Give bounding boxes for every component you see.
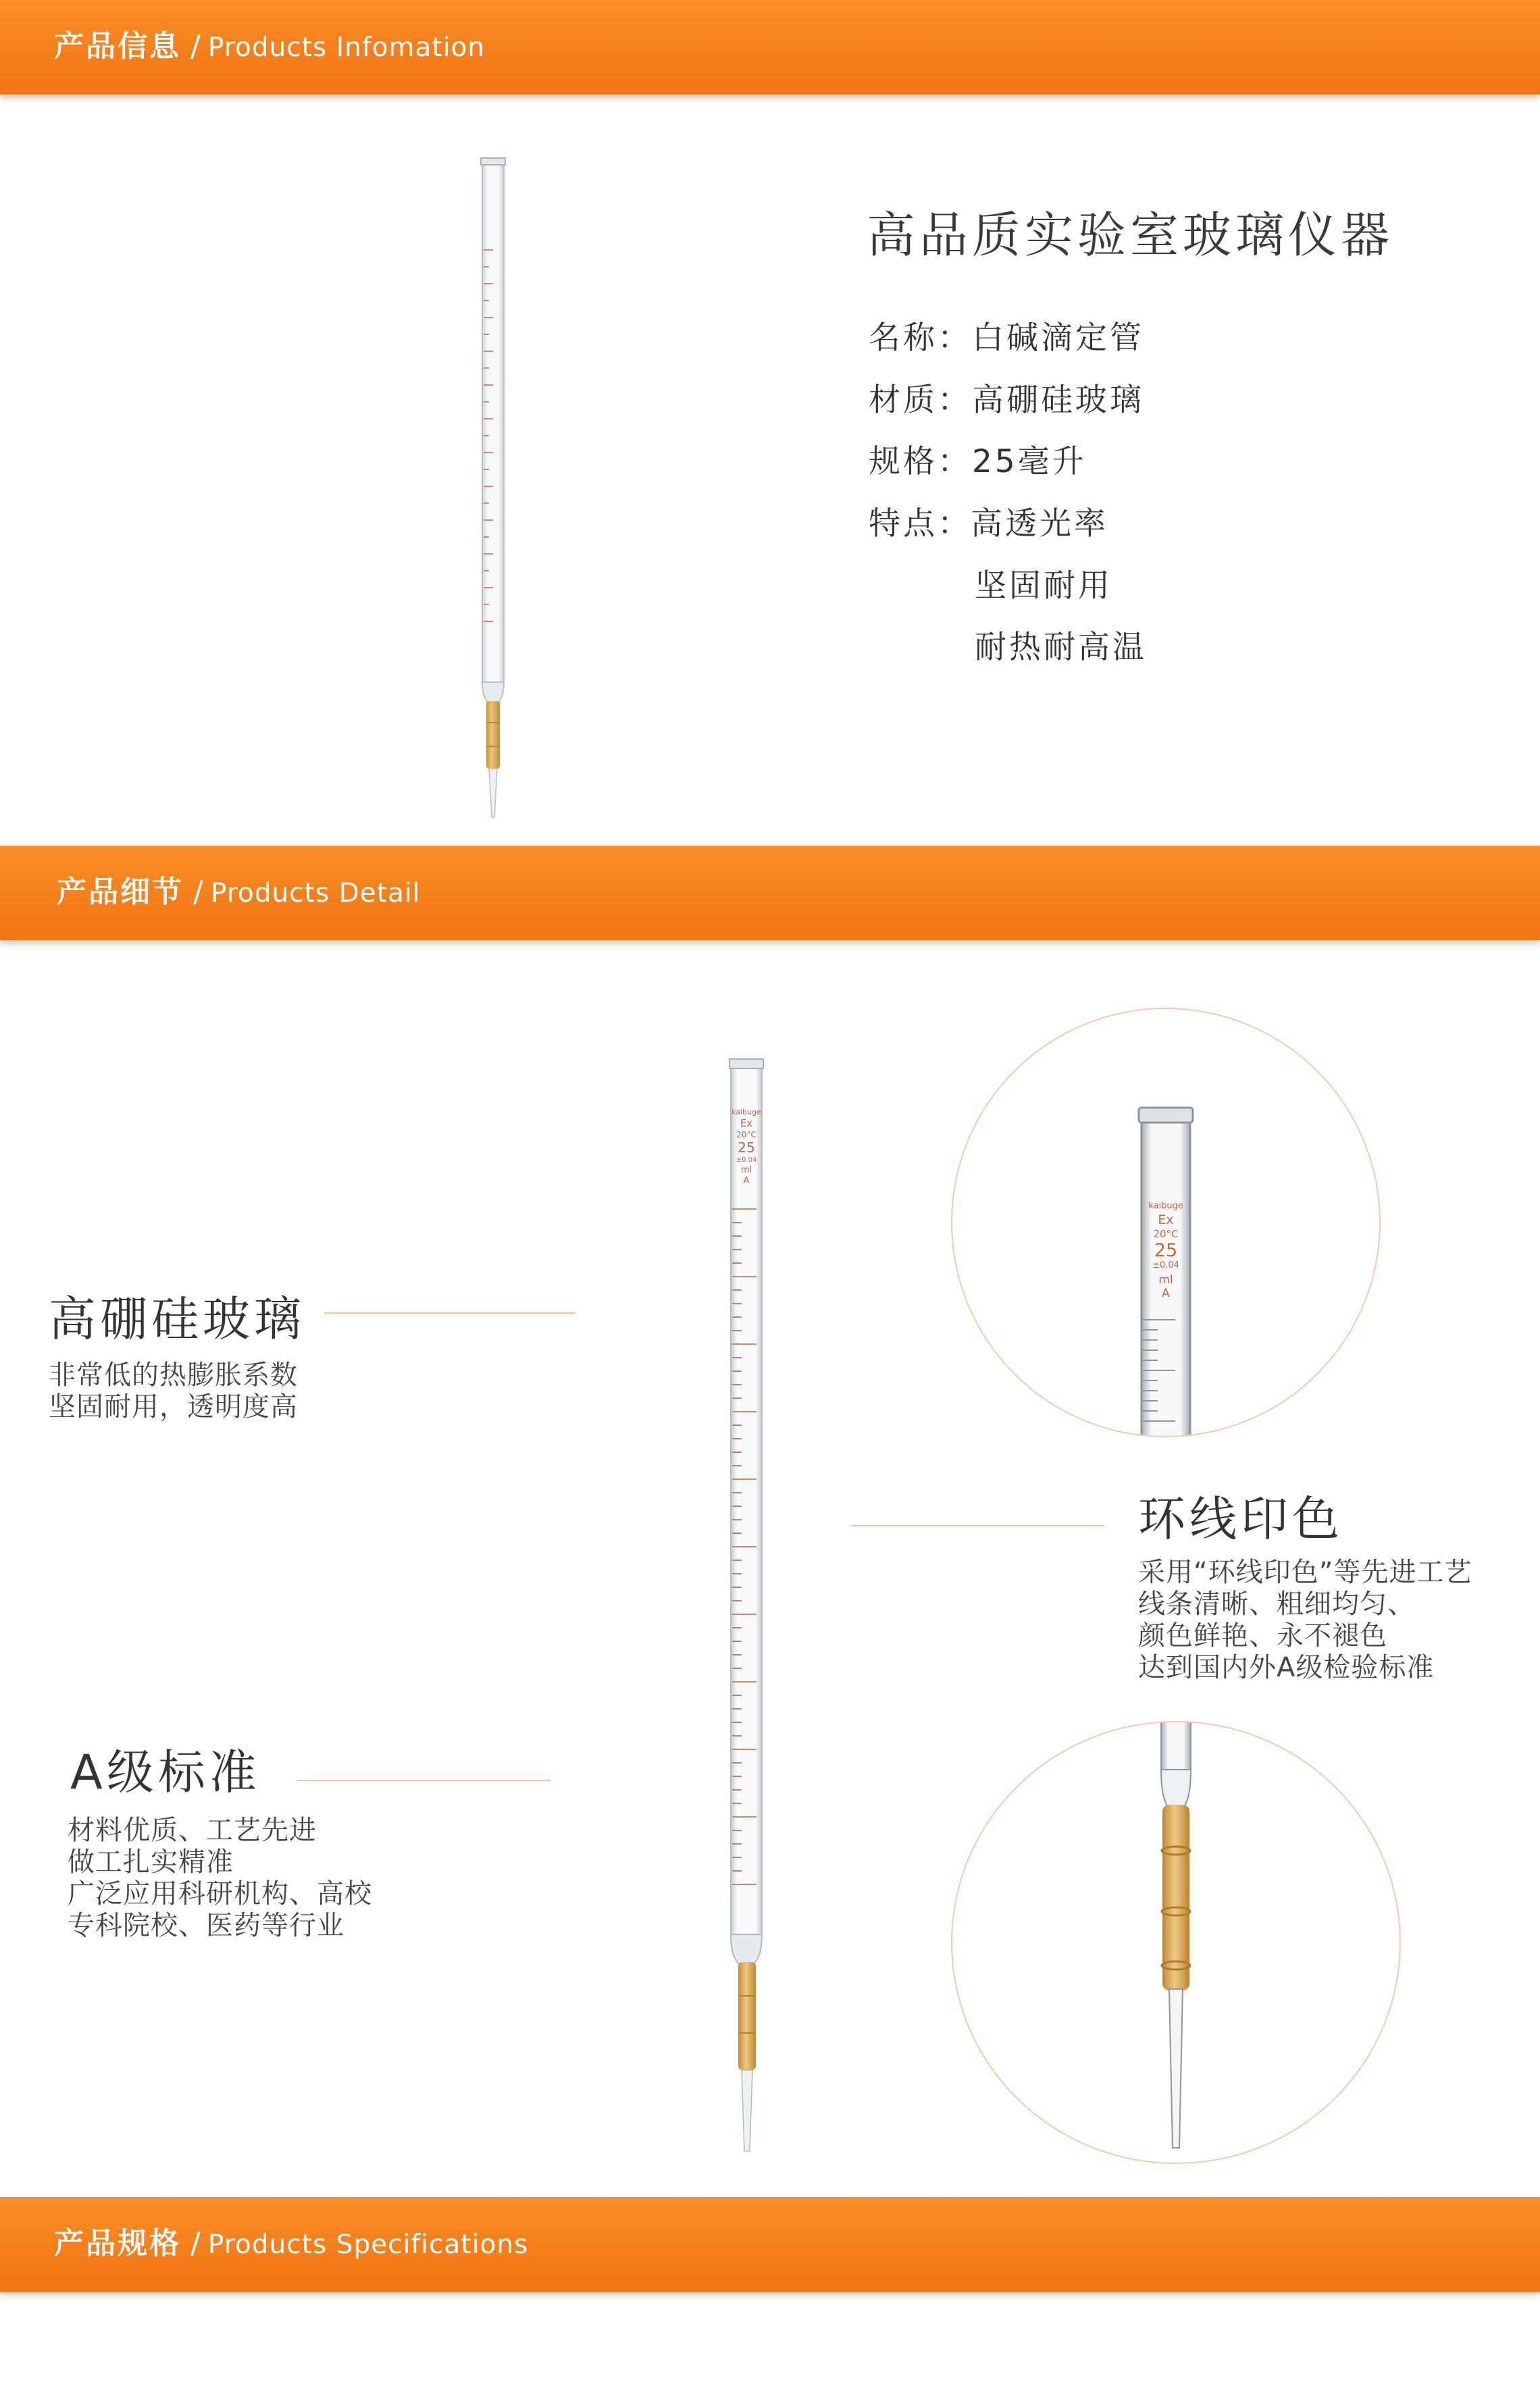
product-name: 名称：白碱滴定管 [869, 319, 1144, 357]
feature-desc-line: 专科院校、医药等行业 [68, 1910, 344, 1941]
product-features-label: 特点： [869, 505, 972, 542]
divider-line [851, 1525, 1104, 1526]
product-feature-item: 坚固耐用 [975, 567, 1112, 604]
tube-marking-unit: ml [740, 1165, 752, 1175]
tube-marking-temp: 20°C [736, 1130, 756, 1139]
tube-marking-volume: 25 [1154, 1240, 1178, 1261]
tube-marking-tolerance: ±0.04 [1152, 1260, 1179, 1270]
burette-tip-closeup [1145, 1721, 1207, 2164]
banner-products-specifications [0, 2197, 1540, 2292]
feature-desc-grade-a [68, 1815, 372, 1942]
feature-desc-line: 材料优质、工艺先进 [68, 1815, 317, 1846]
feature-desc-line: 广泛应用科研机构、高校 [68, 1878, 372, 1909]
banner-title: 产品细节 / Products Detail [57, 875, 421, 909]
feature-desc-line: 非常低的热膨胀系数 [49, 1360, 298, 1391]
closeup-circle-top [951, 1008, 1381, 1437]
feature-desc-line: 做工扎实精准 [68, 1847, 234, 1878]
tube-marking-unit: ml [1158, 1273, 1173, 1287]
feature-title-grade-a: A级标准 [70, 1745, 261, 1800]
tube-marking-ex: Ex [740, 1117, 753, 1129]
tube-marking-grade: A [743, 1176, 750, 1186]
banner-title: 产品信息 / Products Infomation [54, 29, 486, 63]
banner-title: 产品规格 / Products Specifications [54, 2226, 529, 2261]
product-headline: 高品质实验室玻璃仪器 [867, 207, 1394, 263]
burette-detail-image [716, 1054, 777, 2168]
feature-desc-line: 采用“环线印色”等先进工艺 [1138, 1557, 1472, 1588]
tube-marking-temp: 20°C [1153, 1228, 1179, 1240]
product-feature-item: 耐热耐高温 [975, 629, 1147, 666]
feature-desc-borosilicate [49, 1360, 298, 1423]
product-material: 材质：高硼硅玻璃 [869, 382, 1144, 419]
product-feature-item: 高透光率 [971, 505, 1108, 542]
banner-products-information [0, 0, 1540, 95]
closeup-circle-bottom [951, 1721, 1401, 2164]
feature-desc-ring-print [1138, 1557, 1472, 1684]
feature-title-ring-print: 环线印色 [1138, 1491, 1343, 1547]
tube-marking-grade: A [1162, 1287, 1170, 1300]
banner-products-detail [0, 846, 1540, 940]
feature-desc-line: 颜色鲜艳、永不褪色 [1138, 1620, 1387, 1651]
tube-marking-ex: Ex [1158, 1212, 1174, 1227]
tube-marking-brand: kaibuge [1148, 1201, 1183, 1211]
divider-line [324, 1312, 575, 1314]
feature-desc-line: 坚固耐用，透明度高 [49, 1391, 298, 1422]
tube-marking-volume: 25 [738, 1139, 755, 1156]
feature-title-borosilicate: 高硼硅玻璃 [49, 1291, 305, 1347]
product-spec: 规格：25毫升 [869, 443, 1087, 480]
product-image-burette [466, 155, 520, 824]
tube-marking-brand: kaibuge [732, 1108, 761, 1116]
tube-marking-tolerance: ±0.04 [736, 1156, 757, 1164]
divider-line [297, 1780, 550, 1781]
feature-desc-line: 达到国内外A级检验标准 [1138, 1652, 1435, 1683]
feature-desc-line: 线条清晰、粗细均匀、 [1138, 1589, 1415, 1620]
burette-top-closeup [1135, 1104, 1197, 1437]
